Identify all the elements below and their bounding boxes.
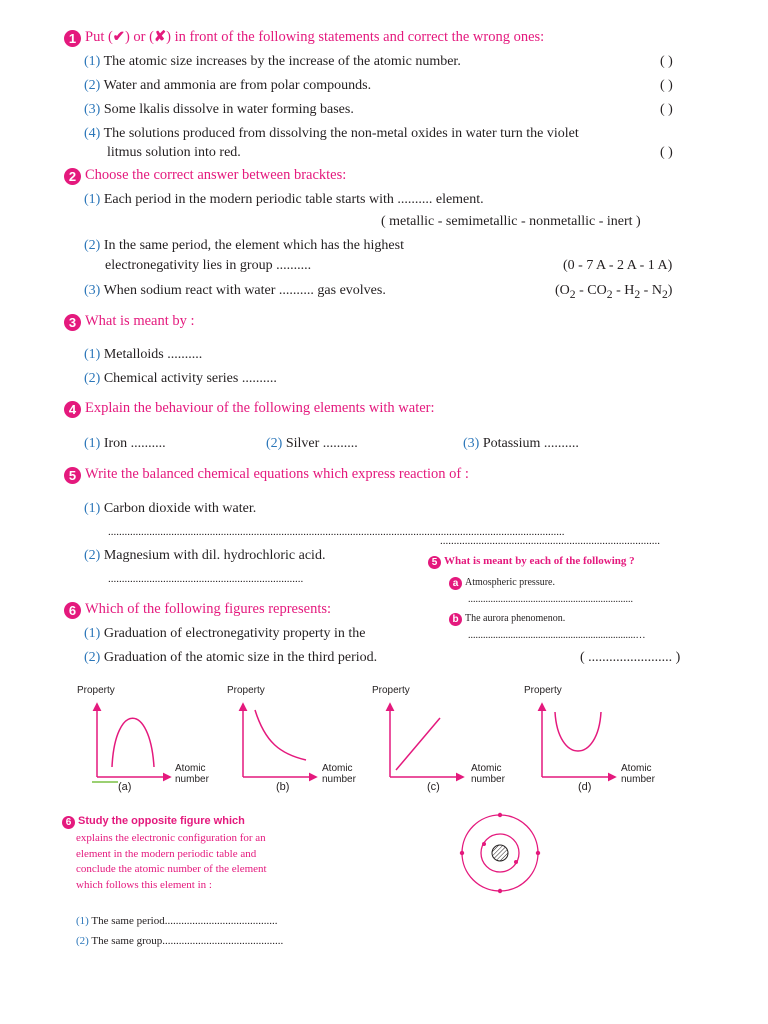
q5-number-badge: 5 [64, 467, 81, 484]
q1-answer-paren-3[interactable]: ( ) [660, 102, 673, 117]
q1-item-2: (2) Water and ammonia are from polar compounds. [84, 78, 372, 93]
graph-b-tag: (b) [276, 781, 290, 793]
q4-heading: 4 Explain the behaviour of the following elements with water: [64, 400, 435, 418]
graphs-row [70, 682, 700, 797]
graph-c-ylabel: Property [372, 685, 410, 696]
electron [460, 851, 464, 855]
q7-item-1[interactable]: (1) The same period......................................... [76, 915, 278, 927]
q5-item-2: (2) Magnesium with dil. hydrochloric acid. [84, 548, 326, 563]
check-mark-icon: ✔ [112, 29, 125, 45]
graph-a-curve [112, 718, 154, 767]
side5-dots-a[interactable]: .................................................................. [468, 594, 633, 605]
graph-b-curve [255, 710, 306, 760]
q2-choices-1: ( metallic - semimetallic - nonmetallic - inert ) [381, 214, 641, 229]
q6-number-badge: 6 [64, 602, 81, 619]
q2-item-1: (1) Each period in the modern periodic table starts with .......... element. [84, 192, 484, 207]
q7-instructions: explains the electronic configuration for an element in the modern periodic table and conclude the atomic number of the element which follows this element in : [76, 832, 267, 891]
q5-answer-line-1[interactable]: ...................................................................................................................................................................... [108, 526, 565, 538]
q1-item-1: (1) The atomic size increases by the increase of the atomic number. [84, 54, 461, 69]
q1-item-3: (3) Some lkalis dissolve in water forming bases. [84, 102, 354, 117]
q4-item-2: (2) Silver .......... [266, 436, 358, 451]
graph-d-curve [555, 712, 601, 751]
q2-item-2-cont: electronegativity lies in group .......... [105, 258, 312, 273]
q5-answer-line-2[interactable]: ....................................................................... [108, 573, 304, 585]
graph-a[interactable] [92, 704, 170, 782]
side5-item-b: b The aurora phenomenon. [449, 613, 565, 626]
q3-heading: 3 What is meant by : [64, 313, 195, 331]
graph-d-ylabel: Property [524, 685, 562, 696]
q6-answer-field[interactable]: ( ........................ ) [580, 650, 681, 665]
atom-diagram [455, 808, 545, 898]
q2-choices-2: (0 - 7 A - 2 A - 1 A) [563, 258, 673, 273]
q2-item-3: (3) When sodium react with water .......... gas evolves. [84, 283, 386, 298]
q3-item-2: (2) Chemical activity series .......... [84, 371, 277, 386]
q4-item-1: (1) Iron .......... [84, 436, 166, 451]
q2-choices-3: $(O_2 - CO_2 - H_2 - N_2)$ [555, 283, 673, 301]
graph-d-xlabel: Atomic number [621, 763, 655, 785]
q6-heading: 6 Which of the following figures represents: [64, 601, 331, 619]
q1-number-badge: 1 [64, 30, 81, 47]
electron [514, 860, 518, 864]
graph-c-tag: (c) [427, 781, 440, 793]
q2-number-badge: 2 [64, 168, 81, 185]
graph-c[interactable] [390, 704, 463, 777]
graph-a-tag: (a) [118, 781, 132, 793]
side5-heading: 5 What is meant by each of the following ? [428, 555, 635, 569]
graph-a-xlabel: Atomic number [175, 763, 209, 785]
graph-c-xlabel: Atomic number [471, 763, 505, 785]
graph-b-xlabel: Atomic number [322, 763, 356, 785]
q1-item-4: (4) The solutions produced from dissolving the non-metal oxides in water turn the violet [84, 126, 579, 141]
side5-dots-b[interactable]: ...................................................................… [468, 630, 646, 641]
q1-item-4-cont: litmus solution into red. [107, 145, 241, 160]
q1-answer-paren-1[interactable]: ( ) [660, 54, 673, 69]
q4-item-3: (3) Potassium .......... [463, 436, 579, 451]
graph-b[interactable] [243, 704, 316, 777]
graph-a-ylabel: Property [77, 685, 115, 696]
q1-answer-paren-2[interactable]: ( ) [660, 78, 673, 93]
electron [498, 889, 502, 893]
side5-badge-a: a [449, 577, 462, 590]
q6-item-1: (1) Graduation of electronegativity property in the [84, 626, 366, 641]
side5-item-a: a Atmospheric pressure. [449, 577, 555, 590]
q7-item-2[interactable]: (2) The same group............................................ [76, 935, 284, 947]
graph-d[interactable] [542, 704, 615, 777]
q1-heading: 1 Put (✔) or (✘) in front of the following statements and correct the wrong ones: [64, 29, 544, 47]
q1-answer-paren-4[interactable]: ( ) [660, 145, 673, 160]
cross-mark-icon: ✘ [153, 29, 167, 45]
graphs-svg [70, 682, 700, 797]
graph-b-ylabel: Property [227, 685, 265, 696]
side5-badge-b: b [449, 613, 462, 626]
q7-heading: 6 Study the opposite figure which [62, 815, 245, 829]
atom-svg [455, 808, 545, 898]
q4-number-badge: 4 [64, 401, 81, 418]
electron [536, 851, 540, 855]
q5-item-1: (1) Carbon dioxide with water. [84, 501, 257, 516]
q5-heading: 5 Write the balanced chemical equations which express reaction of : [64, 466, 469, 484]
graph-c-line [396, 718, 440, 770]
electron [498, 813, 502, 817]
nucleus [492, 845, 508, 861]
q5-answer-line-extra[interactable]: ................................................................................ [440, 535, 660, 547]
q7-number-badge: 6 [62, 816, 75, 829]
q2-heading: 2 Choose the correct answer between bracktes: [64, 167, 346, 185]
side5-number-badge: 5 [428, 556, 441, 569]
q3-item-1: (1) Metalloids .......... [84, 347, 203, 362]
q2-item-2: (2) In the same period, the element which has the highest [84, 238, 404, 253]
electron [482, 842, 486, 846]
q6-item-2: (2) Graduation of the atomic size in the third period. [84, 650, 378, 665]
q3-number-badge: 3 [64, 314, 81, 331]
graph-d-tag: (d) [578, 781, 592, 793]
